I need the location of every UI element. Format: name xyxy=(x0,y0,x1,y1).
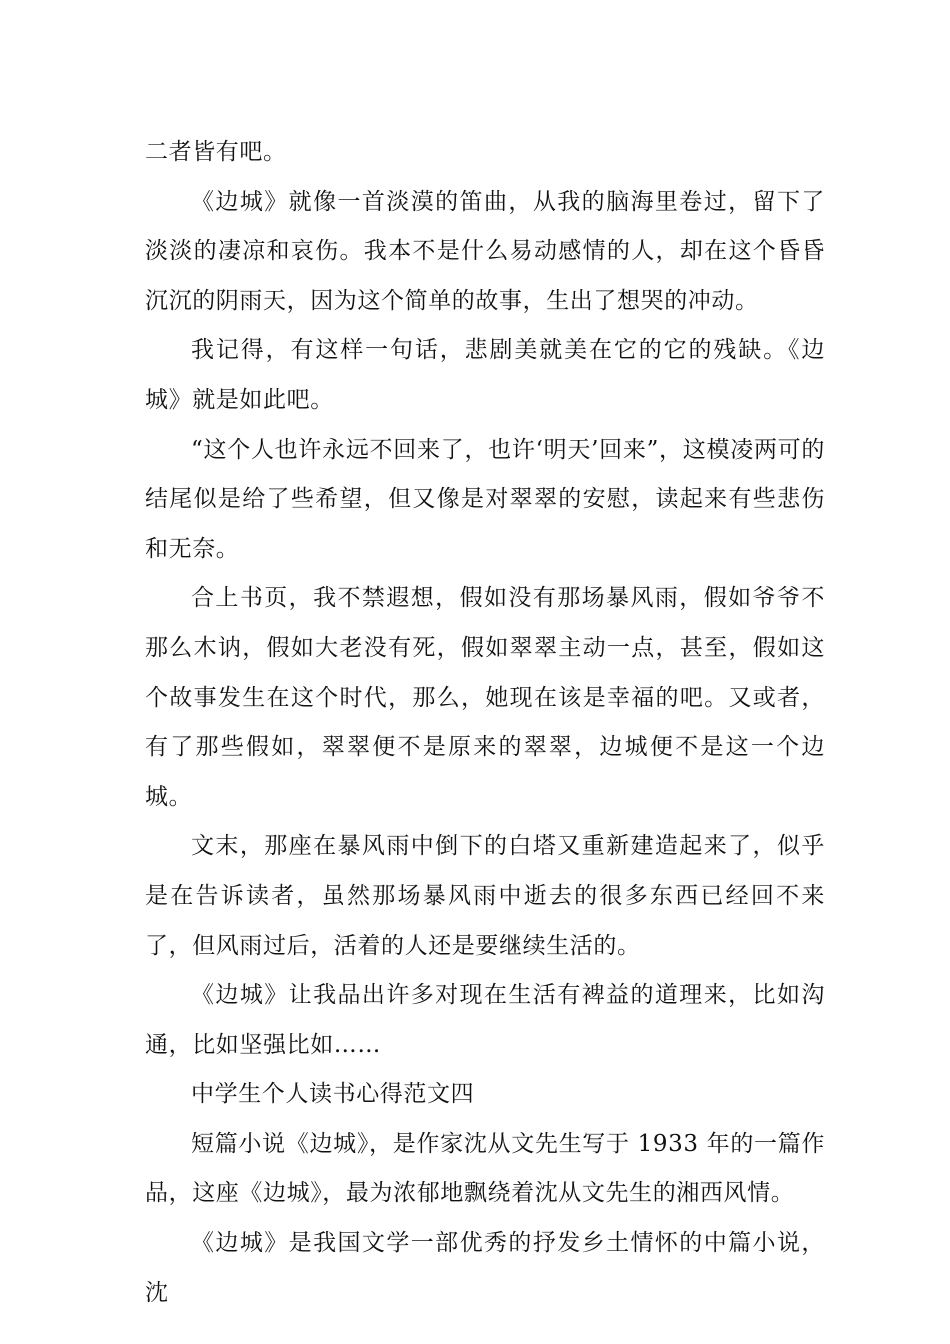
paragraph: 合上书页，我不禁遐想，假如没有那场暴风雨，假如爷爷不那么木讷，假如大老没有死，假如翠翠主动一点，甚至，假如这个故事发生在这个时代，那么，她现在该是幸福的吧。又或者，有了那些假如，翠翠便不是原来的翠翠，边城便不是这一个边城。 xyxy=(145,585,825,810)
paragraph: 《边城》让我品出许多对现在生活有裨益的道理来，比如沟通，比如坚强比如…… xyxy=(145,982,825,1058)
section-heading: 中学生个人读书心得范文四 xyxy=(191,1081,475,1108)
paragraph: 短篇小说《边城》，是作家沈从文先生写于 1933 年的一篇作品，这座《边城》，最为浓郁地飘绕着沈从文先生的湘西风情。 xyxy=(145,1130,825,1207)
paragraph: “这个人也许永远不回来了，也许‘明天’回来”，这模凌两可的结尾似是给了些希望，但又像是对翠翠的安慰，读起来有些悲伤和无奈。 xyxy=(145,436,825,562)
paragraph: 《边城》是我国文学一部优秀的抒发乡土情怀的中篇小说，沈 xyxy=(145,1230,825,1306)
paragraph: 《边城》就像一首淡漠的笛曲，从我的脑海里卷过，留下了淡淡的凄凉和哀伤。我本不是什么易动感情的人，却在这个昏昏沉沉的阴雨天，因为这个简单的故事，生出了想哭的冲动。 xyxy=(145,188,825,314)
paragraph: 我记得，有这样一句话，悲剧美就美在它的它的残缺。《边城》就是如此吧。 xyxy=(145,337,825,413)
paragraph: 文末，那座在暴风雨中倒下的白塔又重新建造起来了，似乎是在告诉读者，虽然那场暴风雨中逝去的很多东西已经回不来了，但风雨过后，活着的人还是要继续生活的。 xyxy=(145,833,825,959)
paragraph: 二者皆有吧。 xyxy=(145,139,287,165)
document-body xyxy=(145,128,825,1318)
